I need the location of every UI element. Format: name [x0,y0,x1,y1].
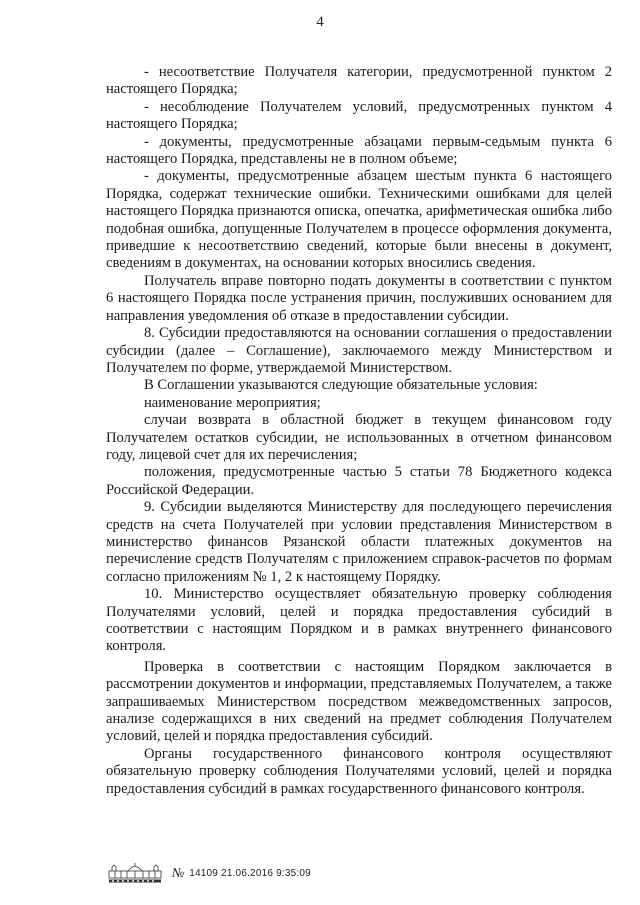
paragraph-12: 10. Министерство осуществляет обязательную проверку соблюдения Получателями условий, целей и порядка предоставления субсидий в соответствии с настоящим Порядком и в рамках внутреннего финансового контроля. [106,586,612,655]
paragraph-11: 9. Субсидии выделяются Министерству для последующего перечисления средств на счета Получателей при условии представления Министерством в министерство финансов Рязанской области платежных документов на перечисление средств Получателям с приложением справок-расчетов по формам согласно приложениям № 1, 2 к настоящему Порядку. [106,499,612,585]
paragraph-5: Получатель вправе повторно подать документы в соответствии с пунктом 6 настоящего Порядка после устранения причин, послуживших основанием для направления уведомления об отказе в предоставлении субсидии. [106,272,612,324]
page-number: 4 [316,14,324,30]
document-registration-info: 14109 21.06.2016 9:35:09 [189,867,311,879]
paragraph-2: - несоблюдение Получателем условий, предусмотренных пунктом 4 настоящего Порядка; [106,98,612,133]
number-sign: № [172,865,185,880]
paragraph-14: Органы государственного финансового контроля осуществляют обязательную проверку соблюдения Получателями условий, целей и порядка предоставления субсидий в рамках государственного финансового контроля. [106,745,612,797]
paragraph-6: 8. Субсидии предоставляются на основании соглашения о предоставлении субсидии (далее – Соглашение), заключаемого между Министерством и Получателем по форме, утверждаемой Министерством. [106,325,612,376]
paragraph-1: - несоответствие Получателя категории, предусмотренной пунктом 2 настоящего Порядка; [106,64,612,98]
paragraph-8: наименование мероприятия; [144,394,321,411]
paragraph-4: - документы, предусмотренные абзацем шестым пункта 6 настоящего Порядка, содержат технические ошибки. Техническими ошибками для целей настоящего Порядка признаются описка, опечатка, арифметическая ошибка либо подобная ошибка, допущенные Получателем в процессе оформления документа, приведшие к несоответствию сведений, которые были внесены в документ, сведениям в документах, на основании которых вносились сведения. [106,168,612,272]
paragraph-7: В Соглашении указываются следующие обязательные условия: [144,377,538,394]
document-body [106,64,612,798]
paragraph-13: Проверка в соответствии с настоящим Порядком заключается в рассмотрении документов и информации, представляемых Получателем, а также запрашиваемых Министерством посредством межведомственных запросов, анализе содержащихся в них сведений на предмет соблюдения Получателем условий, целей и порядка предоставления субсидий. [106,658,612,745]
paragraph-10: положения, предусмотренные частью 5 статьи 78 Бюджетного кодекса Российской Федерации. [106,464,612,498]
government-building-stamp-icon [106,861,164,885]
paragraph-3: - документы, предусмотренные абзацами первым-седьмым пункта 6 настоящего Порядка, представлены не в полном объеме; [106,133,612,168]
document-footer [106,859,311,887]
paragraph-9: случаи возврата в областной бюджет в текущем финансовом году Получателем остатков субсидии, не использованных в отчетном финансовом году, лицевой счет для их перечисления; [106,412,612,463]
